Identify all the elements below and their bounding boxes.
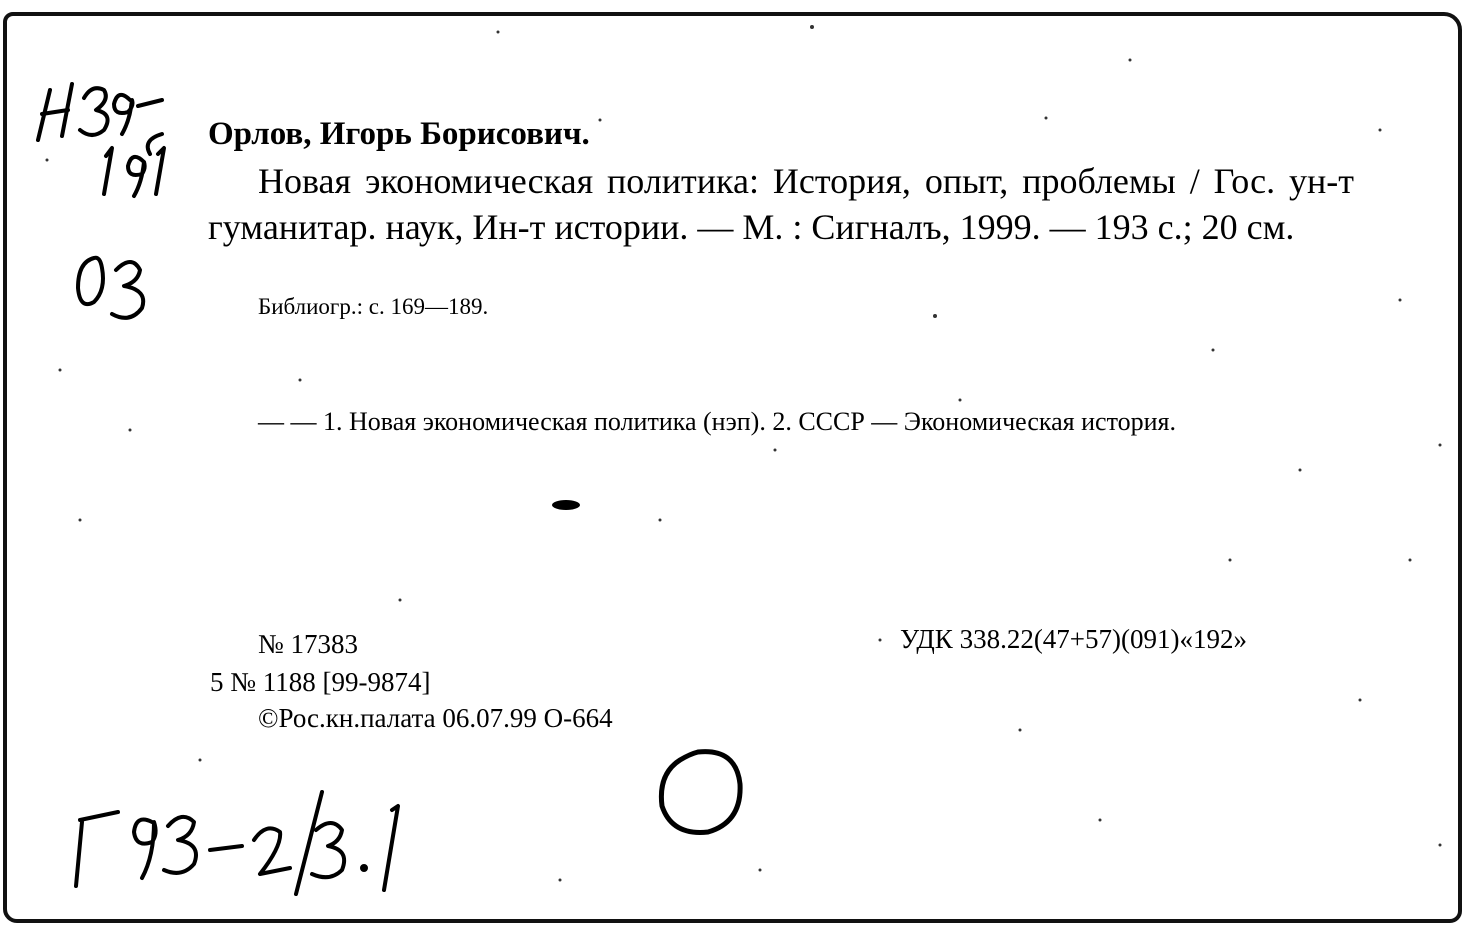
subject-headings: — — 1. Новая экономическая политика (нэп). 2. СССР — Экономическая история.: [258, 407, 1176, 436]
title-entry: Новая экономическая политика: История, опыт, проблемы / Гос. ун-т гуманитар. наук, Ин-т истории. — М. : Сигналъ, 1999. — 193 с.; 20 см.: [208, 161, 1354, 247]
book-chamber-imprint: ©Рос.кн.палата 06.07.99 О-664: [258, 703, 613, 733]
bibliography-note: Библиогр.: с. 169—189.: [258, 294, 489, 319]
card-number: 5 № 1188 [99-9874]: [210, 667, 431, 697]
udk-code: УДК 338.22(47+57)(091)«192»: [900, 624, 1248, 654]
registration-number: № 17383: [258, 629, 359, 659]
author-heading: Орлов, Игорь Борисович.: [208, 116, 590, 152]
